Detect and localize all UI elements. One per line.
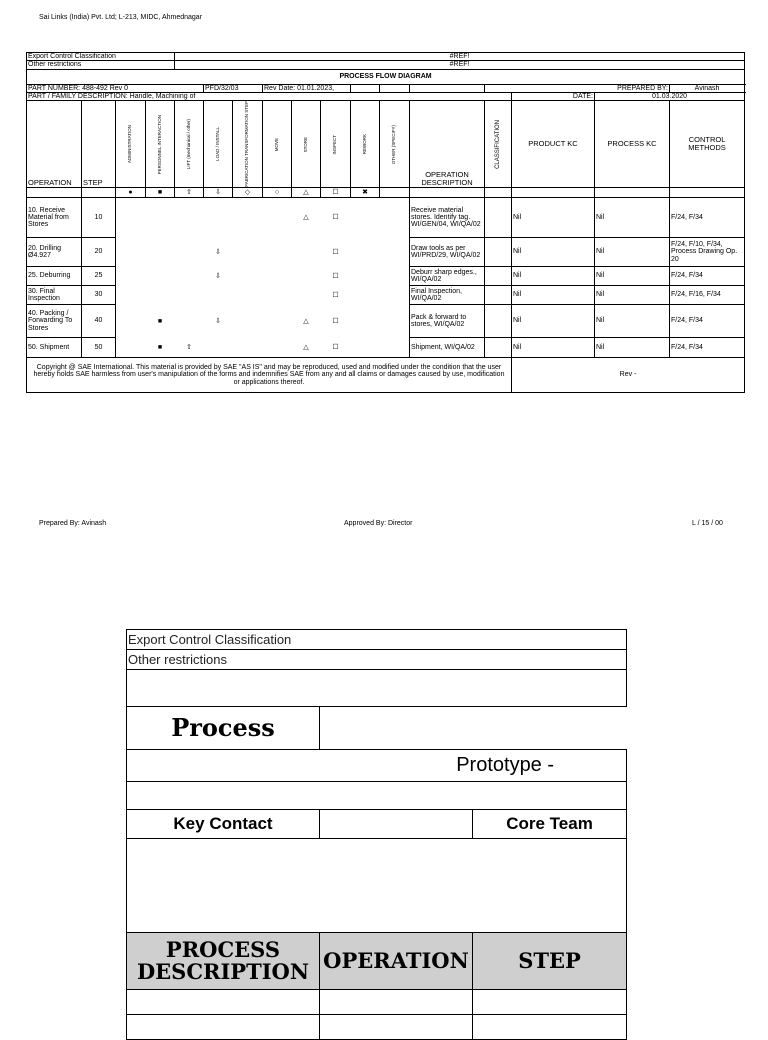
row-product-kc: Nil xyxy=(512,198,595,238)
col-classification: CLASSIFICATION xyxy=(494,119,501,169)
table-row xyxy=(27,238,745,267)
row-product-kc: Nil xyxy=(512,238,595,267)
row-symbol-icon: ☐ xyxy=(332,343,339,351)
row-symbol-icon xyxy=(263,286,292,305)
row-symbol-icon xyxy=(380,198,410,238)
row-symbol-icon xyxy=(233,267,263,286)
col-store: STORE xyxy=(302,136,308,152)
row-process-kc: Nil xyxy=(595,338,670,358)
row-symbol-icon: ⇩ xyxy=(215,272,221,280)
row-symbol-icon: ☐ xyxy=(332,291,339,299)
fabrication-symbol-icon: ◇ xyxy=(233,188,263,198)
row-classification xyxy=(485,305,512,338)
row-symbol-icon xyxy=(175,286,204,305)
col-process-kc: PROCESS KC xyxy=(595,101,670,188)
row-symbol-icon: ☐ xyxy=(332,317,339,325)
row-symbol-icon: ☐ xyxy=(332,214,339,222)
row-operation: 40. Packing / Forwarding To Stores xyxy=(27,305,82,338)
col-administration: ADMINISTRATION xyxy=(127,125,133,164)
symbol-legend-row xyxy=(27,188,745,198)
row-step: 20 xyxy=(82,238,116,267)
row-symbol-icon xyxy=(292,238,321,267)
move-symbol-icon: ○ xyxy=(263,188,292,198)
table-row xyxy=(27,198,745,238)
document-number: L / 15 / 00 xyxy=(692,520,723,527)
row-symbol-icon: △ xyxy=(303,343,309,351)
row-control-methods: F/24, F/34 xyxy=(670,267,745,286)
row-classification xyxy=(485,286,512,305)
row-symbol-icon xyxy=(263,198,292,238)
row-symbol-icon xyxy=(116,267,146,286)
row-symbol-icon xyxy=(292,267,321,286)
row-operation: 10. Receive Material from Stores xyxy=(27,198,82,238)
row-symbol-icon: ■ xyxy=(157,343,163,351)
revision: Rev - xyxy=(512,358,745,393)
row-symbol-icon xyxy=(233,198,263,238)
form-core-team: Core Team xyxy=(473,810,627,839)
part-number: PART NUMBER: 488-492 Rev 0 xyxy=(27,84,204,92)
col-load-install: LOAD / INSTALL xyxy=(214,127,220,162)
row-symbol-icon xyxy=(380,305,410,338)
date-label: DATE: xyxy=(512,93,595,101)
row-control-methods: F/24, F/34 xyxy=(670,305,745,338)
row-symbol-icon: ■ xyxy=(157,317,163,325)
row-symbol-icon xyxy=(146,286,175,305)
form-operation: OPERATION xyxy=(320,933,473,990)
row-symbol-icon xyxy=(116,338,146,358)
row-symbol-icon xyxy=(263,238,292,267)
row-process-kc: Nil xyxy=(595,238,670,267)
row-symbol-icon: ⇧ xyxy=(186,343,192,351)
store-symbol-icon: △ xyxy=(292,188,321,198)
row-operation-description: Draw tools as per WI/PRD/29, WI/QA/02 xyxy=(410,238,485,267)
row-operation-description: Receive material stores. Identify tag. WI/GEN/04, WI/QA/02 xyxy=(410,198,485,238)
prepared-by-value: Avinash xyxy=(670,84,745,92)
row-symbol-icon xyxy=(351,238,380,267)
row-symbol-icon xyxy=(146,267,175,286)
row-operation-description: Pack & forward to stores, WI/QA/02 xyxy=(410,305,485,338)
table-row xyxy=(27,338,745,358)
row-step: 10 xyxy=(82,198,116,238)
table-row xyxy=(27,267,745,286)
row-symbol-icon xyxy=(116,286,146,305)
form-step: STEP xyxy=(473,933,627,990)
row-symbol-icon xyxy=(116,238,146,267)
col-control-methods: CONTROL METHODS xyxy=(670,101,745,188)
row-symbol-icon xyxy=(233,305,263,338)
rev-date: Rev Date: 01.01.2023, xyxy=(263,84,351,92)
row-symbol-icon xyxy=(233,286,263,305)
row-symbol-icon xyxy=(292,286,321,305)
row-symbol-icon xyxy=(233,238,263,267)
col-operation: OPERATION xyxy=(27,101,82,188)
form-prototype: Prototype - xyxy=(127,750,627,782)
rework-symbol-icon: ✖ xyxy=(351,188,380,198)
date-value: 01.03.2020 xyxy=(595,93,745,101)
row-operation-description: Shipment, WI/QA/02 xyxy=(410,338,485,358)
row-symbol-icon: △ xyxy=(303,317,309,325)
form-process-title: Process xyxy=(127,707,320,750)
row-step: 50 xyxy=(82,338,116,358)
col-product-kc: PRODUCT KC xyxy=(512,101,595,188)
row-symbol-icon xyxy=(233,338,263,358)
table-row xyxy=(27,305,745,338)
row-step: 25 xyxy=(82,267,116,286)
row-symbol-icon xyxy=(116,305,146,338)
col-other: OTHER (SPECIFY) xyxy=(391,124,397,164)
other-symbol-icon xyxy=(380,188,410,198)
personnel-symbol-icon: ■ xyxy=(146,188,175,198)
row-symbol-icon xyxy=(380,338,410,358)
row-symbol-icon xyxy=(204,198,233,238)
row-symbol-icon: ☐ xyxy=(332,248,339,256)
form-other-restrictions: Other restrictions xyxy=(127,650,627,670)
form-export-label: Export Control Classification xyxy=(127,630,627,650)
row-operation: 30. Final Inspection xyxy=(27,286,82,305)
prepared-by-footer: Prepared By: Avinash xyxy=(39,520,107,527)
export-control-value: #REF! xyxy=(175,53,745,61)
row-symbol-icon xyxy=(351,267,380,286)
row-symbol-icon xyxy=(116,198,146,238)
row-step: 40 xyxy=(82,305,116,338)
row-product-kc: Nil xyxy=(512,305,595,338)
row-symbol-icon xyxy=(146,238,175,267)
process-flow-table xyxy=(26,52,745,393)
row-classification xyxy=(485,238,512,267)
col-lift: LIFT (mechanical / other) xyxy=(185,119,191,170)
col-operation-description: OPERATION DESCRIPTION xyxy=(410,101,485,188)
row-step: 30 xyxy=(82,286,116,305)
row-process-kc: Nil xyxy=(595,198,670,238)
row-symbol-icon: △ xyxy=(303,214,309,222)
row-operation-description: Final Inspection, WI/QA/02 xyxy=(410,286,485,305)
pfd-title: PROCESS FLOW DIAGRAM xyxy=(27,69,745,84)
copyright-notice: Copyright @ SAE International. This material is provided by SAE "AS IS" and may be reproduced, used and modified under the condition that the user hereby holds SAE harmless from user's manipulation of the forms and indemnifies SAE from any and all claims or damages caused by use, modification or applications thereof. xyxy=(27,358,512,393)
prepared-by-label: PREPARED BY: xyxy=(485,84,670,92)
row-symbol-icon xyxy=(263,267,292,286)
row-symbol-icon xyxy=(380,286,410,305)
row-control-methods: F/24, F/16, F/34 xyxy=(670,286,745,305)
row-classification xyxy=(485,338,512,358)
row-symbol-icon xyxy=(204,286,233,305)
row-process-kc: Nil xyxy=(595,286,670,305)
row-process-kc: Nil xyxy=(595,267,670,286)
row-symbol-icon xyxy=(175,305,204,338)
col-step: STEP xyxy=(82,101,116,188)
row-control-methods: F/24, F/10, F/34, Process Drawing Op. 20 xyxy=(670,238,745,267)
row-operation-description: Deburr sharp edges., WI/QA/02 xyxy=(410,267,485,286)
other-restrictions-label: Other restrictions xyxy=(27,61,175,69)
export-control-label: Export Control Classification xyxy=(27,53,175,61)
form-key-contact: Key Contact xyxy=(127,810,320,839)
row-symbol-icon xyxy=(380,238,410,267)
row-symbol-icon xyxy=(263,305,292,338)
process-form xyxy=(126,629,627,1040)
row-control-methods: F/24, F/34 xyxy=(670,198,745,238)
row-operation: 25. Deburring xyxy=(27,267,82,286)
row-operation: 50. Shipment xyxy=(27,338,82,358)
row-product-kc: Nil xyxy=(512,338,595,358)
row-symbol-icon: ⇩ xyxy=(215,248,221,256)
table-row xyxy=(27,286,745,305)
row-symbol-icon xyxy=(204,338,233,358)
form-process-description: PROCESS DESCRIPTION xyxy=(127,933,320,990)
row-symbol-icon xyxy=(380,267,410,286)
row-symbol-icon xyxy=(175,267,204,286)
row-symbol-icon: ⇩ xyxy=(215,317,221,325)
row-symbol-icon xyxy=(175,198,204,238)
row-symbol-icon xyxy=(351,286,380,305)
row-process-kc: Nil xyxy=(595,305,670,338)
row-classification xyxy=(485,198,512,238)
load-symbol-icon: ⇩ xyxy=(204,188,233,198)
row-symbol-icon xyxy=(263,338,292,358)
family-description: PART / FAMILY DESCRIPTION: Handle, Machining of xyxy=(27,93,512,101)
row-symbol-icon xyxy=(351,305,380,338)
inspect-symbol-icon: ☐ xyxy=(321,188,351,198)
col-inspect: INSPECT xyxy=(332,134,338,155)
col-move: MOVE xyxy=(273,137,279,151)
row-classification xyxy=(485,267,512,286)
pfd-number: PFD/32/03 xyxy=(204,84,263,92)
row-control-methods: F/24, F/34 xyxy=(670,338,745,358)
approved-by-footer: Approved By: Director xyxy=(344,520,413,527)
row-operation: 20. Drilling Ø4.927 xyxy=(27,238,82,267)
row-symbol-icon xyxy=(146,198,175,238)
col-fabrication: FABRICATION TRANSFORMATION STEP xyxy=(244,101,250,188)
row-product-kc: Nil xyxy=(512,286,595,305)
col-personnel-interaction: PERSONNEL INTERACTION xyxy=(156,114,162,174)
row-symbol-icon: ☐ xyxy=(332,272,339,280)
row-symbol-icon xyxy=(351,338,380,358)
administration-symbol-icon: ● xyxy=(116,188,146,198)
lift-symbol-icon: ⇧ xyxy=(175,188,204,198)
company-header: Sai Links (India) Pvt. Ltd; L-213, MIDC, Ahmednagar xyxy=(39,14,203,21)
col-rework: REWORK xyxy=(361,134,367,155)
other-restrictions-value: #REF! xyxy=(175,61,745,69)
row-symbol-icon xyxy=(351,198,380,238)
row-symbol-icon xyxy=(175,238,204,267)
row-product-kc: Nil xyxy=(512,267,595,286)
